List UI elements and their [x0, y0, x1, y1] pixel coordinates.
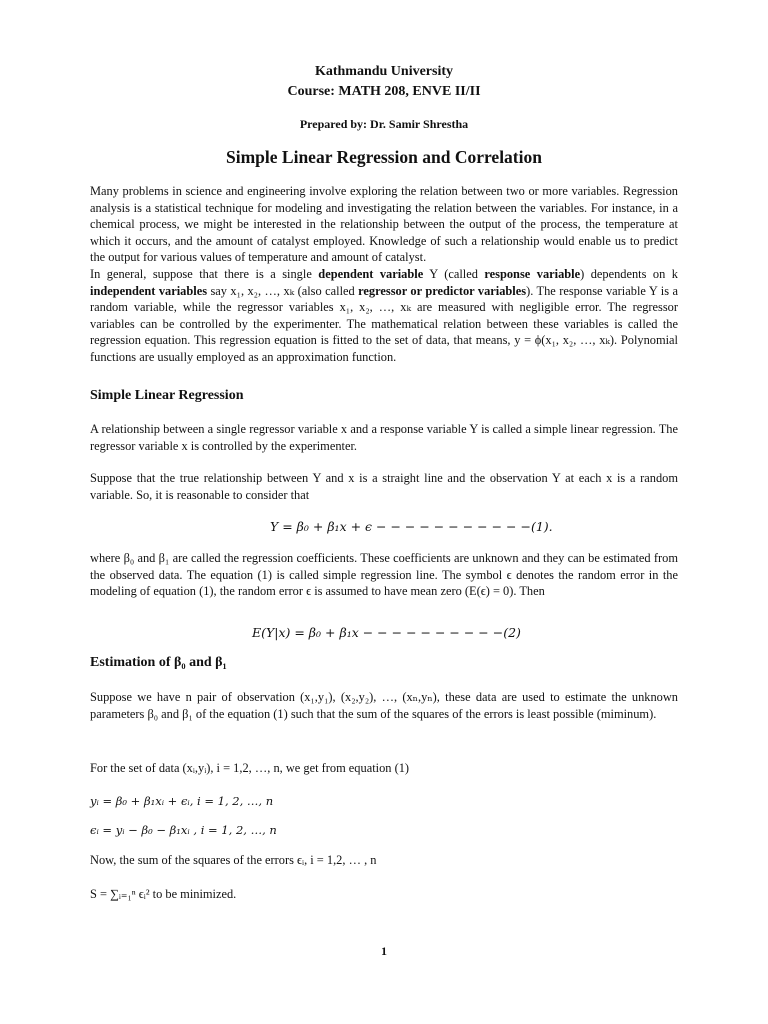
- page-number: 1: [381, 944, 387, 958]
- section-heading-estimation: Estimation of β₀ and β₁: [90, 655, 227, 670]
- course-line: Course: MATH 208, ENVE II/II: [287, 84, 481, 99]
- prepared-by: Prepared by: Dr. Samir Shrestha: [299, 117, 469, 131]
- section1-paragraph-1: A relationship between a single regressor variable x and a response variable Y is called a simple linear regression. The regressor variable x is controlled by the experimenter.: [90, 422, 678, 453]
- equation-2: E(Y|x) = β₀ + β₁x − − − − − − − − − −(2): [252, 625, 521, 640]
- intro-paragraph: [90, 183, 678, 366]
- section1-paragraph-2: Suppose that the true relationship between Y and x is a straight line and the observation Y at each x is a random variable. So, it is reasonable to consider that: [90, 471, 678, 502]
- section2-paragraph-2: For the set of data (xᵢ,yᵢ), i = 1,2, …, n, we get from equation (1): [90, 761, 410, 775]
- university-name: Kathmandu University: [314, 64, 454, 79]
- section1-paragraph-3: where β₀ and β₁ are called the regression coefficients. These coefficients are unknown and they can be estimated from the observed data. The equation (1) is called simple regression line. The symbol ϵ denotes the random error in the modeling of equation (1), the random error ϵ is assumed to have mean zero (E(ϵ) = 0). Then: [90, 551, 678, 599]
- intro-p1: Many problems in science and engineering involve exploring the relation between two or more variables. Regression analysis is a statistical technique for modeling and investigating the relation between the variables. For instance, in a chemical process, we might be interested in the relationship between the output of the process, the temperature at which it occurs, and the amount of catalyst employed. Knowledge of such a relationship would enable us to predict the output for various values of temperature and amount of catalyst.: [90, 184, 678, 265]
- equation-1: Y = β₀ + β₁x + ϵ − − − − − − − − − − −(1).: [270, 519, 553, 534]
- equation-4: ϵᵢ = yᵢ − β₀ − β₁xᵢ , i = 1, 2, …, n: [90, 823, 277, 837]
- equation-3: yᵢ = β₀ + β₁xᵢ + ϵᵢ, i = 1, 2, …, n: [90, 794, 274, 808]
- section2-paragraph-1: Suppose we have n pair of observation (x₁,y₁), (x₂,y₂), …, (xₙ,yₙ), these data are used to estimate the unknown parameters β₀ and β₁ of the equation (1) such that the sum of the squares of the errors is least possible (miminum).: [90, 690, 678, 721]
- section-heading-simple-linear-regression: Simple Linear Regression: [90, 388, 244, 403]
- section2-paragraph-3: Now, the sum of the squares of the errors ϵᵢ, i = 1,2, … , n: [90, 853, 377, 867]
- intro-p2: In general, suppose that there is a single dependent variable Y (called response variable) dependents on k independent variables say x₁, x₂, …, xₖ (also called regressor or predictor variables). The response variable Y is a random variable, while the regressor variables x₁, x₂, …, xₖ are measured with negligible error. The regressor variables can be controlled by the experimenter. The mathematical relation between these variables is called the regression equation. This regression equation is fitted to the set of data, that means, y = ϕ(x₁, x₂, …, xₖ). Polynomial functions are usually employed as an approximation function.: [90, 266, 678, 364]
- document-title: Simple Linear Regression and Correlation: [226, 147, 542, 167]
- equation-5: S = ∑ᵢ₌₁ⁿ ϵᵢ² to be minimized.: [90, 887, 237, 901]
